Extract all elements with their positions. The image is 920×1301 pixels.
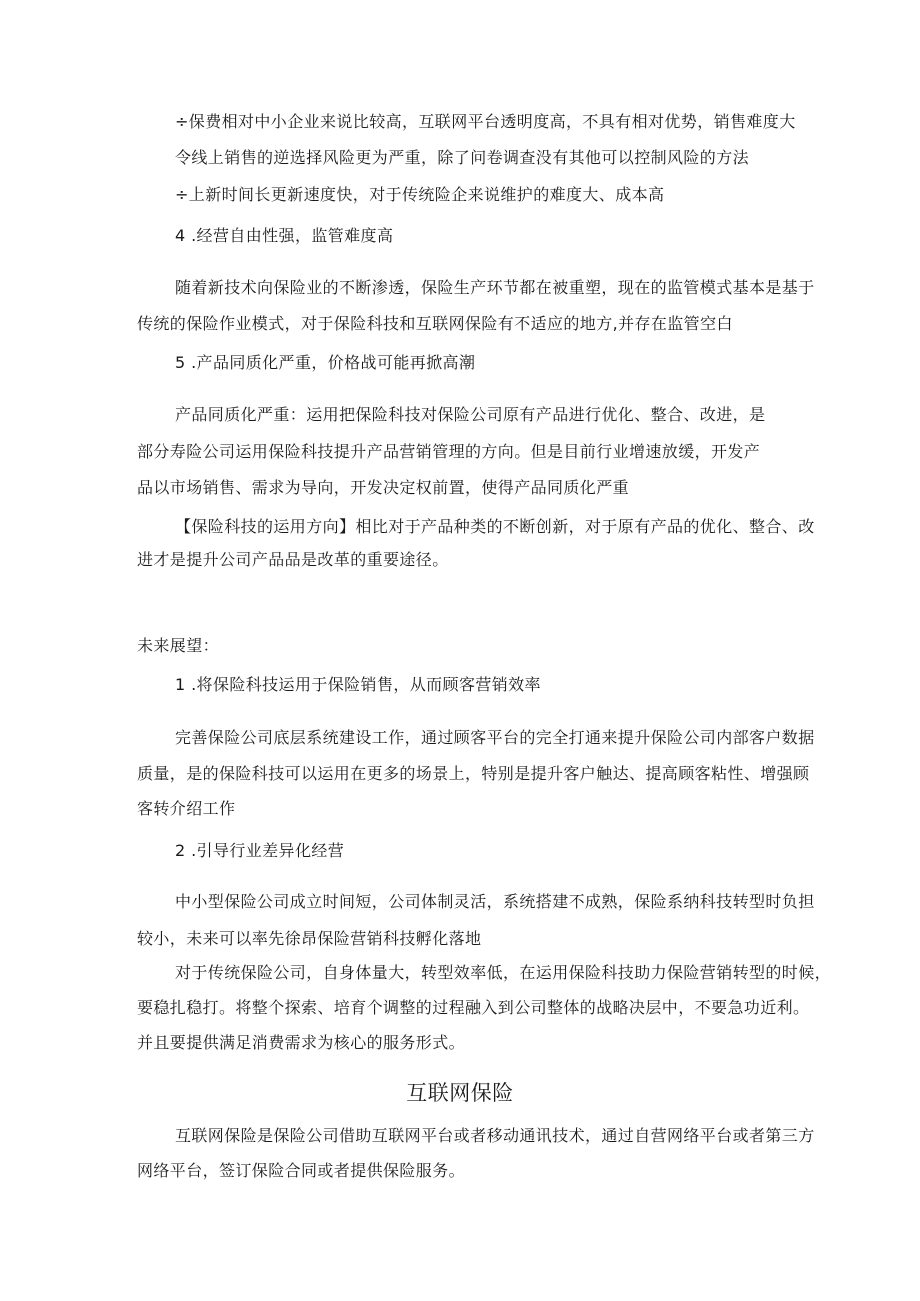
paragraph-line: 完善保险公司底层系统建设工作，通过顾客平台的完全打通来提升保险公司内部客户数据 bbox=[175, 728, 815, 747]
numbered-heading-4: 4 .经营自由性强，监管难度高 bbox=[175, 226, 394, 245]
paragraph-line: 品以市场销售、需求为导向，开发决定权前置，使得产品同质化严重 bbox=[137, 478, 630, 497]
paragraph-line: 要稳扎稳打。将整个探索、培育个调整的过程融入到公司整体的战略决层中，不要急功近利。 bbox=[137, 998, 810, 1017]
paragraph-line: 部分寿险公司运用保险科技提升产品营销管理的方向。但是目前行业增速放缓，开发产 bbox=[137, 442, 761, 461]
numbered-heading-5: 5 .产品同质化严重，价格战可能再掀高潮 bbox=[175, 353, 476, 372]
section-heading: 互联网保险 bbox=[406, 1081, 514, 1105]
bullet-line-premium: ÷保费相对中小企业来说比较高，互联网平台透明度高，不具有相对优势，销售难度大 bbox=[175, 112, 796, 131]
bullet-line-adverse-selection: 令线上销售的逆选择风险更为严重，除了问卷调查没有其他可以控制风险的方法 bbox=[175, 148, 750, 167]
numbered-heading-1: 1 .将保险科技运用于保险销售，从而顾客营销效率 bbox=[175, 675, 541, 694]
paragraph-line: 中小型保险公司成立时间短，公司体制灵活，系统搭建不成熟，保险系纳科技转型时负担 bbox=[175, 892, 815, 911]
paragraph-line: 随着新技术向保险业的不断渗透，保险生产环节都在被重塑，现在的监管模式基本是基于 bbox=[175, 278, 815, 297]
paragraph-line: 进才是提升公司产品品是改革的重要途径。 bbox=[137, 550, 449, 569]
paragraph-line: 对于传统保险公司，自身体量大，转型效率低，在运用保险科技助力保险营销转型的时候， bbox=[175, 963, 832, 982]
paragraph-line: 网络平台，签订保险合同或者提供保险服务。 bbox=[137, 1161, 466, 1180]
paragraph-line: 客转介绍工作 bbox=[137, 799, 236, 818]
paragraph-line: 质量，是的保险科技可以运用在更多的场景上，特别是提升客户触达、提高顾客粘性、增强顾 bbox=[137, 764, 810, 783]
paragraph-line: 并且要提供满足消费需求为核心的服务形式。 bbox=[137, 1033, 466, 1052]
paragraph-line: 互联网保险是保险公司借助互联网平台或者移动通讯技术，通过自营网络平台或者第三方 bbox=[175, 1126, 815, 1145]
paragraph-line: 传统的保险作业模式，对于保险科技和互联网保险有不适应的地方,并存在监管空白 bbox=[137, 314, 733, 333]
numbered-heading-2: 2 .引导行业差异化经营 bbox=[175, 841, 345, 860]
future-outlook-label: 未来展望： bbox=[137, 636, 220, 655]
paragraph-line: 【保险科技的运用方向】相比对于产品种类的不断创新，对于原有产品的优化、整合、改 bbox=[175, 517, 815, 536]
paragraph-line: 较小，未来可以率先徐昂保险营销科技孵化落地 bbox=[137, 929, 482, 948]
paragraph-line: 产品同质化严重：运用把保险科技对保险公司原有产品进行优化、整合、改进，是 bbox=[175, 405, 766, 424]
bullet-line-update-speed: ÷上新时间长更新速度快，对于传统险企来说维护的难度大、成本高 bbox=[175, 185, 665, 204]
